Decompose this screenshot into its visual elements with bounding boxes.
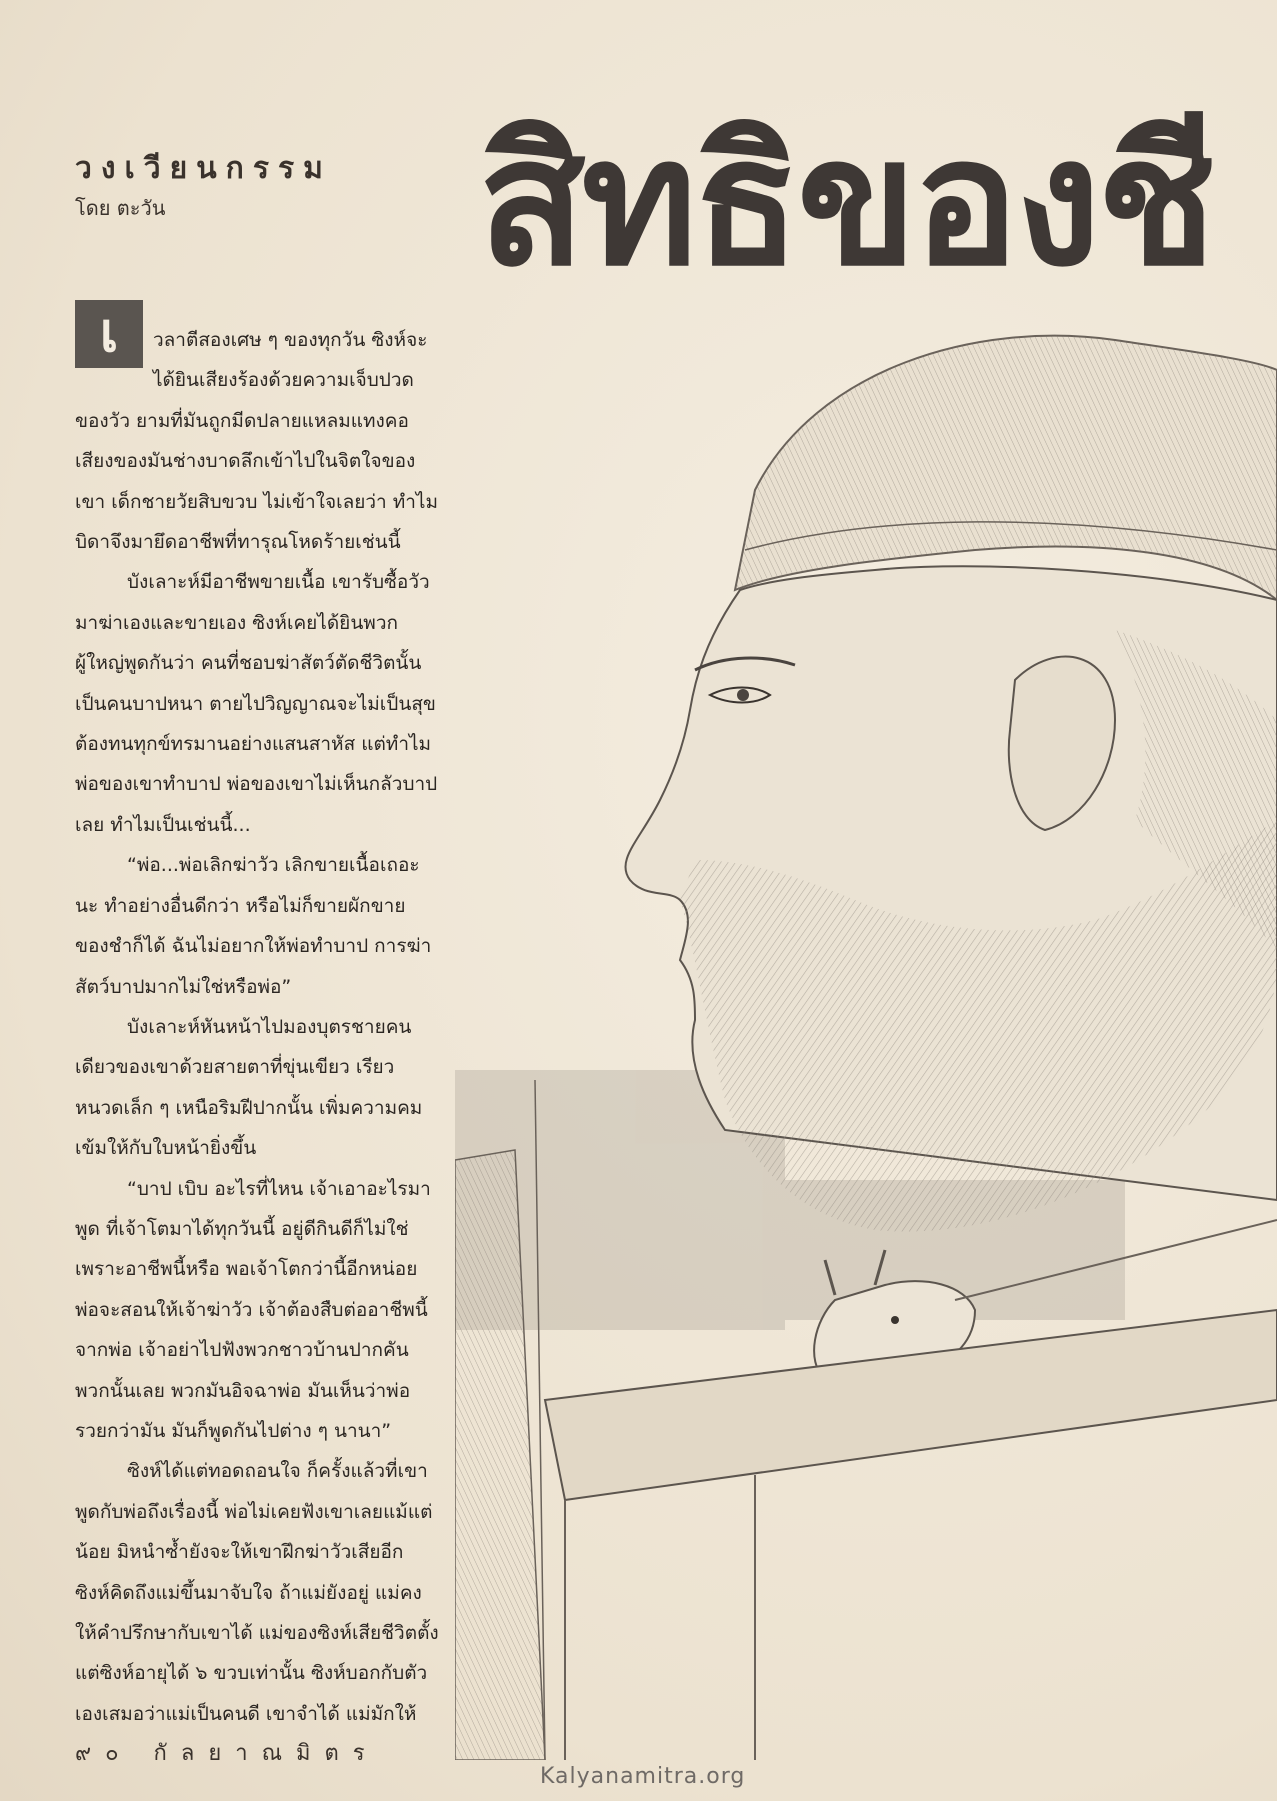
paragraph-6: ซิงห์ได้แต่ทอดถอนใจ ก็ครั้งแล้วที่เขาพูดกับพ่อถึงเรื่องนี้ พ่อไม่เคยฟังเขาเลยแม้แต่น้อย มิหนำซ้ำยังจะให้เขาฝึกฆ่าวัวเสียอีก ซิงห์คิดถึงแม่ขึ้นมาจับใจ ถ้าแม่ยังอยู่ แม่คงให้คำปรึกษากับเขาได้ แม่ของซิงห์เสียชีวิตตั้งแต่ซิงห์อายุได้ ๖ ขวบเท่านั้น ซิงห์บอกกับตัวเองเสมอว่าแม่เป็นคนดี เขาจำได้ แม่มักให้ — [75, 1460, 439, 1725]
paragraph-3: “พ่อ...พ่อเลิกฆ่าวัว เลิกขายเนื้อเถอะนะ ทำอย่างอื่นดีกว่า หรือไม่ก็ขายผักขายของชำก็ได้ ฉันไม่อยากให้พ่อทำบาป การฆ่าสัตว์บาปมากไม่ใช่หรือพ่อ” — [75, 854, 432, 998]
article-body — [75, 301, 440, 1734]
byline: โดย ตะวัน — [75, 196, 166, 220]
illustration-man-profile — [455, 300, 1277, 1760]
paragraph-5: “บาป เบิบ อะไรที่ไหน เจ้าเอาอะไรมาพูด ที่เจ้าโตมาได้ทุกวันนี้ อยู่ดีกินดีก็ไม่ใช่เพราะอาชีพนี้หรือ พอเจ้าโตกว่านี้อีกหน่อยพ่อจะสอนให้เจ้าฆ่าวัว เจ้าต้องสืบต่ออาชีพนี้จากพ่อ เจ้าอย่าไปฟังพวกชาวบ้านปากคันพวกนั้นเลย พวกมันอิจฉาพ่อ มันเห็นว่าพ่อรวยกว่ามัน มันก็พูดกันไปต่าง ๆ นานา” — [75, 1177, 431, 1442]
column-title: วงเวียนกรรม — [75, 151, 332, 186]
page-footer: ๙๐ กัลยาณมิตร — [75, 1741, 379, 1766]
paragraph-1 — [75, 301, 440, 562]
drop-cap: เ — [75, 300, 143, 368]
paragraph-1-text: วลาตีสองเศษ ๆ ของทุกวัน ซิงห์จะได้ยินเสียงร้องด้วยความเจ็บปวดของวัว ยามที่มันถูกมีดปลายแหลมแทงคอ เสียงของมันช่างบาดลึกเข้าไปในจิตใจของเขา เด็กชายวัยสิบขวบ ไม่เข้าใจเลยว่า ทำไมบิดาจึงมายึดอาชีพที่ทารุณโหดร้ายเช่นนี้ — [75, 329, 439, 554]
paragraph-2: บังเลาะห์มีอาชีพขายเนื้อ เขารับซื้อวัวมาฆ่าเองและขายเอง ซิงห์เคยได้ยินพวกผู้ใหญ่พูดกันว่า คนที่ชอบฆ่าสัตว์ตัดชีวิตนั้นเป็นคนบาปหนา ตายไปวิญญาณจะไม่เป็นสุข ต้องทนทุกข์ทรมานอย่างแสนสาหัส แต่ทำไมพ่อของเขาทำบาป พ่อของเขาไม่เห็นกลัวบาปเลย ทำไมเป็นเช่นนี้... — [75, 571, 438, 836]
headline: สิทธิของชี — [478, 100, 1213, 305]
paragraph-4: บังเลาะห์หันหน้าไปมองบุตรชายคนเดียวของเขาด้วยสายตาที่ขุ่นเขียว เรียวหนวดเล็ก ๆ เหนือริมฝีปากนั้น เพิ่มความคมเข้มให้กับใบหน้ายิ่งขึ้น — [75, 1015, 423, 1160]
watermark: Kalyanamitra.org — [540, 1764, 746, 1789]
